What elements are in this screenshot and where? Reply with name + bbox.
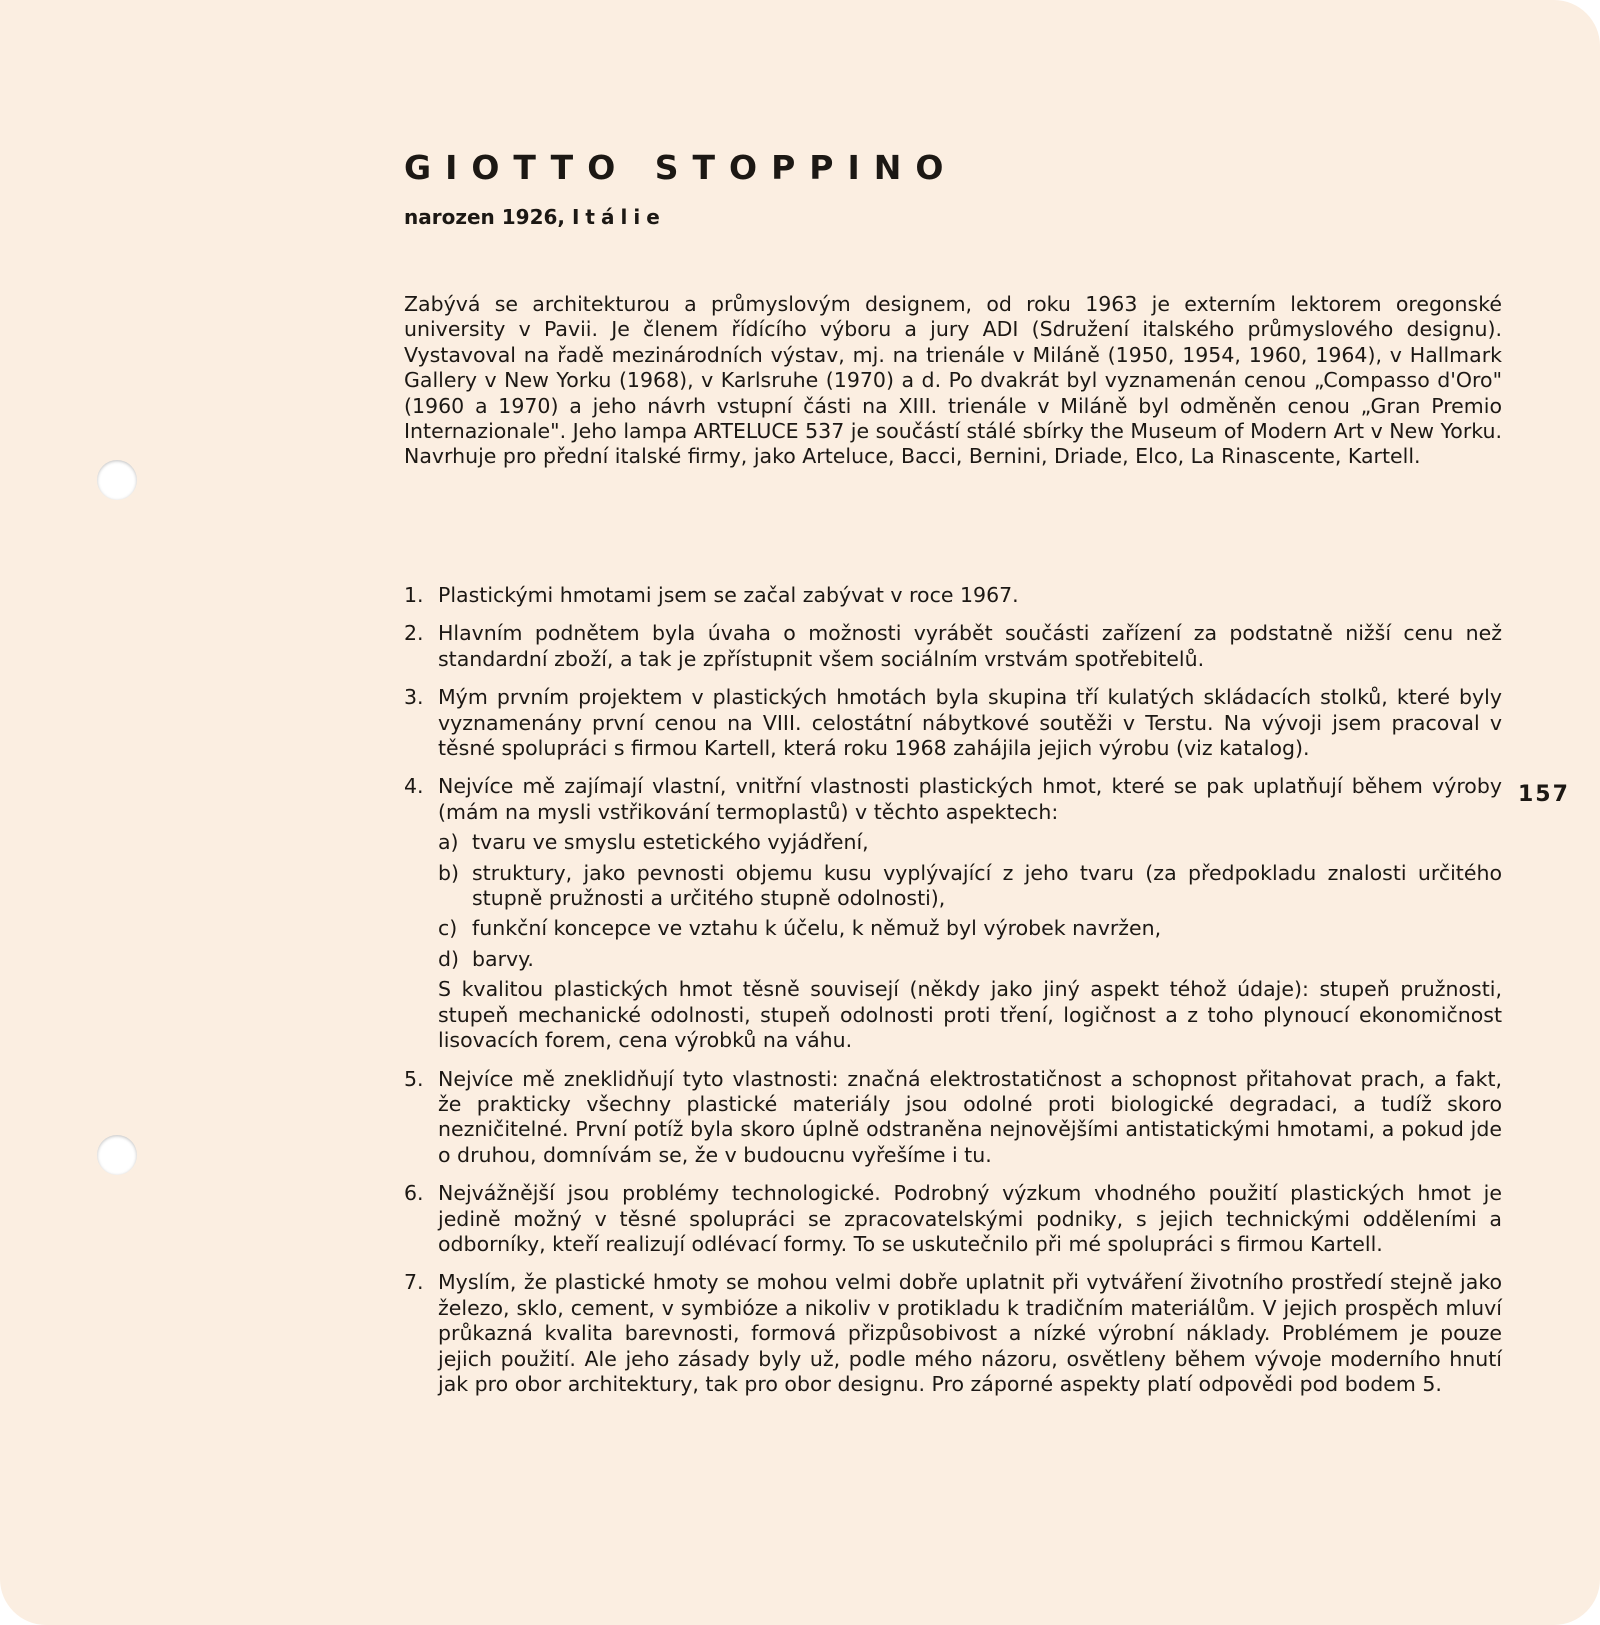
item-number: 7. (404, 1270, 424, 1295)
sub-item-letter: b) (438, 860, 460, 885)
sub-item-text: funkční koncepce ve vztahu k účelu, k němuž byl výrobek navržen, (472, 916, 1162, 941)
list-item (404, 1067, 1502, 1169)
list-item (404, 621, 1502, 672)
item-number: 1. (404, 583, 424, 607)
list-item (404, 583, 1502, 608)
sub-item (438, 947, 1502, 972)
sub-item (438, 830, 1502, 855)
birth-country: Itálie (571, 205, 666, 229)
punch-hole-top (97, 460, 137, 500)
birth-year: narozen 1926, (404, 205, 566, 229)
item-number: 3. (404, 685, 424, 710)
sub-item-letter: d) (438, 946, 460, 971)
sub-item-text: barvy. (472, 946, 534, 971)
birth-line (404, 205, 666, 229)
item-text: Nejvíce mě zneklidňují tyto vlastnosti: značná elektrostatičnost a schopnost přitahovat prach, a fakt, že prakticky všechny plastické materiály jsou odolné proti biologické degradaci, a tudíž skoro nezničitelné. První potíž byla skoro úplně odstraněna nejnovějšími antistatickými hmotami, a pokud jde o druhou, domnívám se, že v budoucnu vyřešíme i tu. (438, 1066, 1502, 1167)
item-number: 2. (404, 621, 424, 646)
item-number: 6. (404, 1181, 424, 1206)
list-item (404, 1270, 1502, 1397)
page-title: GIOTTO STOPPINO (404, 148, 958, 187)
item-number: 4. (404, 774, 424, 799)
punch-hole-bottom (97, 1135, 137, 1175)
answers-list (404, 583, 1502, 1410)
sub-item (438, 861, 1502, 912)
list-item (404, 774, 1502, 1053)
item-continuation: S kvalitou plastických hmot těsně souvisejí (někdy jako jiný aspekt téhož údaje): stupeň pružnosti, stupeň mechanické odolnosti, stupeň odolnosti proti tření, logičnost a z toho plynoucí ekonomičnost lisovacích forem, cena výrobků na váhu. (438, 977, 1502, 1053)
item-text: Myslím, že plastické hmoty se mohou velmi dobře uplatnit při vytváření životního prostředí stejně jako železo, sklo, cement, v symbióze a nikoliv v protikladu k tradičním materiálům. V jejich prospěch mluví průkazná kvalita barevnosti, formová přizpůsobivost a nízké výrobní náklady. Problémem je pouze jejich použití. Ale jeho zásady byly už, podle mého názoru, osvětleny během vývoje moderního hnutí jak pro obor architektury, tak pro obor designu. Pro záporné aspekty platí odpovědi pod bodem 5. (438, 1270, 1502, 1396)
item-text: Hlavním podnětem byla úvaha o možnosti vyrábět součásti zařízení za podstatně nižší cenu než standardní zboží, a tak je zpřístupnit všem sociálním vrstvám spotřebitelů. (438, 621, 1502, 671)
list-item (404, 1181, 1502, 1257)
sub-item-text: tvaru ve smyslu estetického vyjádření, (472, 830, 869, 855)
sub-item-letter: c) (438, 916, 458, 941)
biography-paragraph: Zabývá se architekturou a průmyslovým designem, od roku 1963 je externím lektorem oregonské university v Pavii. Je členem řídícího výboru a jury ADI (Sdružení italského průmyslového designu). Vystavoval na řadě mezinárodních výstav, mj. na trienále v Miláně (1950, 1954, 1960, 1964), v Hallmark Gallery v New Yorku (1968), v Karlsruhe (1970) a d. Po dvakrát byl vyznamenán cenou „Compasso d'Oro" (1960 a 1970) a jeho návrh vstupní části na XIII. trienále v Miláně byl odměněn cenou „Gran Premio Internazionale". Jeho lampa ARTELUCE 537 je součástí stálé sbírky the Museum of Modern Art v New Yorku. Navrhuje pro přední italské firmy, jako Arteluce, Bacci, Bernini, Driade, Elco, La Rinascente, Kartell. (404, 292, 1502, 469)
item-text: Nejvíce mě zajímají vlastní, vnitřní vlastnosti plastických hmot, které se pak uplatňují během výroby (mám na mysli vstřikování termoplastů) v těchto aspektech: (438, 774, 1502, 824)
list-item (404, 685, 1502, 761)
sub-item-letter: a) (438, 830, 459, 855)
item-text: Nejvážnější jsou problémy technologické. Podrobný výzkum vhodného použití plastických hmot je jedině možný v těsné spolupráci se zpracovatelskými podniky, s jejich technickými odděleními a odborníky, kteří realizují odlévací formy. To se uskutečnilo při mé spolupráci s firmou Kartell. (438, 1181, 1502, 1256)
sub-item (438, 916, 1502, 941)
item-text: Mým prvním projektem v plastických hmotách byla skupina tří kulatých skládacích stolků, které byly vyznamenány první cenou na VIII. celostátní nábytkové soutěži v Terstu. Na vývoji jsem pracoval v těsné spolupráci s firmou Kartell, která roku 1968 zahájila jejich výrobu (viz katalog). (438, 685, 1502, 761)
sub-item-text: struktury, jako pevnosti objemu kusu vyplývající z jeho tvaru (za předpokladu znalosti určitého stupně pružnosti a určitého stupně odolnosti), (472, 860, 1502, 911)
page-number: 157 (1518, 782, 1570, 807)
item-text: Plastickými hmotami jsem se začal zabývat v roce 1967. (438, 583, 1019, 607)
item-number: 5. (404, 1066, 424, 1091)
